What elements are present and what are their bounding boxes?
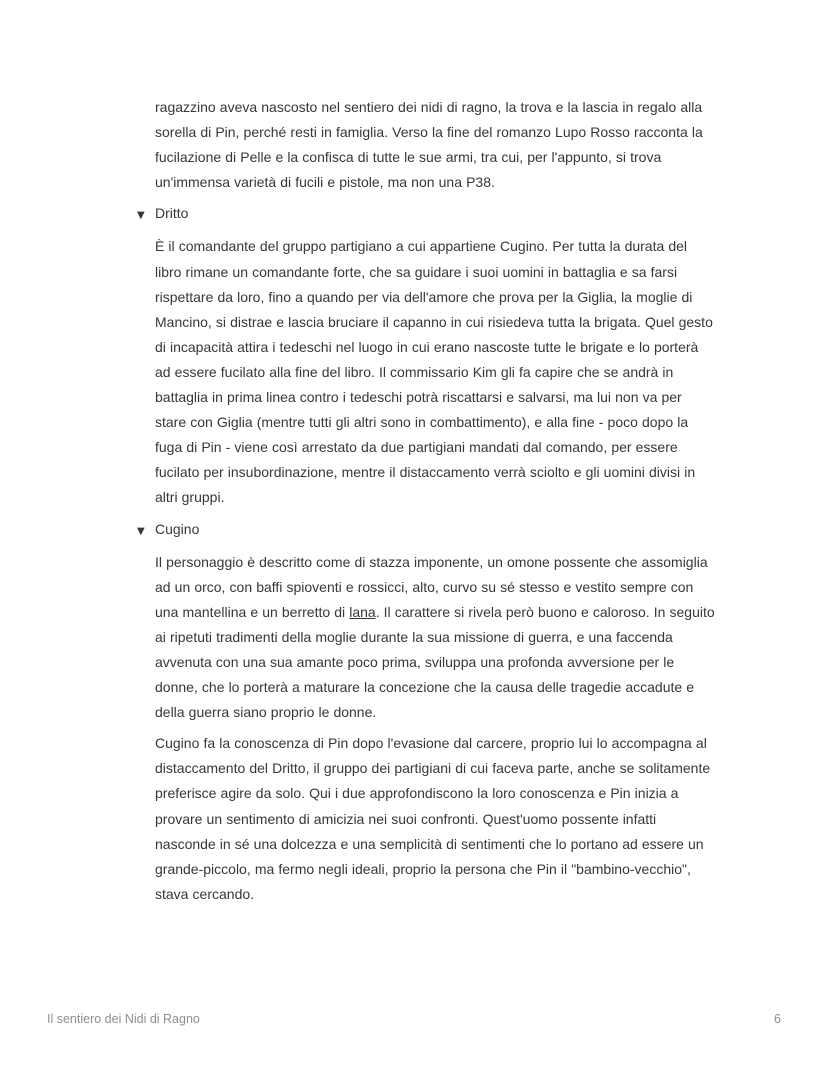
chevron-down-icon[interactable]: ▼ [137, 210, 145, 222]
continuation-paragraph: ragazzino aveva nascosto nel sentiero dei nidi di ragno, la trova e la lascia in regalo alla sorella di Pin, perché resti in famiglia. Verso la fine del romanzo Lupo Rosso racconta la fucilazione di Pelle e la confisca di tutte le sue armi, tra cui, per l'appunto, si trova un'immensa varietà di fucili e pistole, ma non una P38. [155, 99, 703, 191]
toggle-section-dritto[interactable] [137, 201, 715, 228]
chevron-down-icon[interactable]: ▼ [137, 525, 145, 537]
section-title-dritto: Dritto [155, 205, 189, 222]
paragraph-text: . Il carattere si rivela però buono e caloroso. In seguito ai ripetuti tradimenti della moglie durante la sua missione di guerra, e una faccenda avvenuta con una sua amante poco prima, sviluppa una profonda avversione per le donne, che lo porterà a maturare la concezione che la causa delle tragedie accadute e della guerra siano proprio le donne. [155, 603, 715, 721]
section-title-cugino: Cugino [155, 520, 200, 537]
paragraph-text: Il personaggio è descritto come di stazza imponente, un omone possente che assomiglia ad un orco, con baffi spioventi e rossicci, alto, curvo su sé stesso e vestito sempre con una mantellina e un berretto di [155, 553, 708, 620]
footer-page-number: 6 [774, 1012, 781, 1026]
dritto-paragraph: È il comandante del gruppo partigiano a cui appartiene Cugino. Per tutta la durata del libro rimane un comandante forte, che sa guidare i suoi uomini in battaglia e sa farsi rispettare da loro, fino a quando per via dell'amore che prova per la Giglia, la moglie di Mancino, si distrae e lascia bruciare il capanno in cui risiedeva tutta la brigata. Quel gesto di incapacità attira i tedeschi nel luogo in cui erano nascoste tutte le brigate e lo porterà ad essere fucilato alla fine del libro. Il commissario Kim gli fa capire che se andrà in battaglia in prima linea contro i tedeschi potrà riscattarsi e salvarsi, ma lui non va per stare con Giglia (mentre tutti gli altri sono in combattimento), e alla fine - poco dopo la fuga di Pin - viene così arrestato da due partigiani mandati dal comando, per essere fucilato per insubordinazione, mentre il distaccamento verrà sciolto e gli uomini divisi in altri gruppi. [155, 238, 713, 506]
lana-link[interactable]: lana [349, 603, 376, 620]
cugino-paragraph-2: Cugino fa la conoscenza di Pin dopo l'evasione dal carcere, proprio lui lo accompagna al distaccamento del Dritto, il gruppo dei partigiani di cui faceva parte, anche se solitamente preferisce agire da solo. Qui i due approfondiscono la loro conoscenza e Pin inizia a provare un sentimento di amicizia nei suoi confronti. Quest'uomo possente infatti nasconde in sé una dolcezza e una semplicità di sentimenti che lo portano ad essere un grande-piccolo, ma fermo negli ideali, proprio la persona che Pin il "bambino-vecchio", stava cercando. [155, 735, 711, 902]
cugino-paragraph-1 [155, 550, 715, 726]
footer-doc-title: Il sentiero dei Nidi di Ragno [47, 1012, 200, 1026]
toggle-section-cugino[interactable] [137, 517, 715, 544]
page-footer [47, 1012, 781, 1026]
